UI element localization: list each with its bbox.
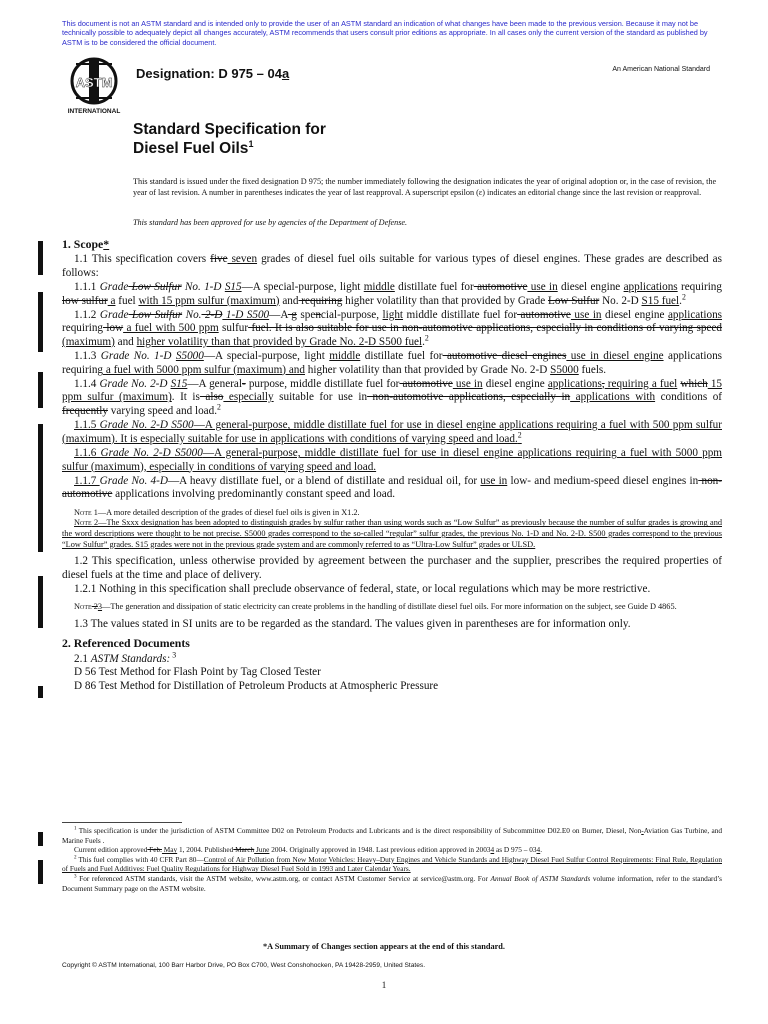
astm-logo	[62, 56, 126, 116]
revision-notice: This document is not an ASTM standard and is intended only to provide the user of an ASTM standard an indication of what changes have been made to the previous version. Because it may not be technically possible to adequately depict all changes accurately, ASTM recommends that users consult prior editions as appropriate. In all cases only the current version of the standard as published by ASTM is to be considered the official document.	[62, 19, 708, 47]
dod-approval: This standard has been approved for use by agencies of the Department of Defense.	[133, 218, 408, 227]
title-line-2: Diesel Fuel Oils	[133, 140, 249, 157]
change-bar	[38, 424, 43, 552]
section-referenced-documents-heading: 2. Referenced Documents	[62, 636, 190, 651]
copyright: Copyright © ASTM International, 100 Barr Harbor Drive, PO Box C700, West Conshohocken, PA 19428-2959, United States.	[62, 962, 426, 969]
summary-of-changes-notice: *A Summary of Changes section appears at the end of this standard.	[262, 942, 505, 951]
paragraph-1-1-3: 1.1.3 Grade No. 1-D S5000—A special-purpose, light middle distillate fuel for automotive diesel engines use in diesel engine applications requiring a fuel with 5000 ppm sulfur (maximum) and higher volatility than that provided by Grade No. 2-D S5000 fuels.	[62, 350, 723, 376]
change-bar	[38, 372, 43, 408]
document-title	[133, 120, 326, 158]
designation-suffix: a	[281, 66, 290, 81]
paragraph-1-1-6: 1.1.6 Grade No. 2-D S5000—A general-purpose, middle distillate fuel for use in diesel engine applications requiring a fuel with 5000 ppm sulfur (maximum), especially in conditions of varying speed and load.	[62, 447, 723, 473]
footnotes	[62, 826, 722, 893]
paragraph-1-1-5: 1.1.5 Grade No. 2-D S500—A general-purpose, middle distillate fuel for use in diesel engine applications requiring a fuel with 500 ppm sulfur (maximum). It is especially suitable for use in applications with conditions of varying speed and load.$^2$	[62, 419, 722, 445]
section-scope-heading: 1. Scope*	[62, 237, 110, 251]
svg-text:INTERNATIONAL: INTERNATIONAL	[67, 108, 121, 115]
footnote-1: $^1$ This specification is under the jurisdiction of ASTM Committee D02 on Petroleum Products and Lubricants and is the direct responsibility of Subcommittee D02.E0 on Burner, Diesel, Non-Aviation Gas Turbine, and Marine Fuels .	[62, 825, 722, 845]
reference-d56: D 56 Test Method for Flash Point by Tag Closed Tester	[74, 666, 321, 679]
footnote-divider	[62, 822, 182, 823]
change-bar	[38, 860, 43, 884]
change-bar	[38, 832, 43, 846]
designation-prefix: Designation: D 975 – 04	[136, 66, 282, 81]
national-standard-label: An American National Standard	[612, 66, 710, 73]
paragraph-1-3: 1.3 The values stated in SI units are to be regarded as the standard. The values given in parentheses are for information only.	[74, 617, 631, 630]
paragraph-1-2: 1.2 This specification, unless otherwise provided by agreement between the purchaser and the supplier, prescribes the required properties of diesel fuels at the time and place of delivery.	[62, 555, 722, 581]
svg-text:ASTM: ASTM	[75, 75, 113, 90]
change-bar	[38, 241, 43, 275]
astm-logo-icon	[62, 56, 126, 116]
note-2: Note 2—The Sxxx designation has been adopted to distinguish grades by sulfur rather than using words such as “Low Sulfur” as previously because the number of sulfur grades is growing and the word descriptions were thought to be not precise. S5000 grades correspond to the so-called “regular” sulfur grades, the previous No. 1-D and No. 2-D. S500 grades correspond to the previous “Low Sulfur” grades. S15 grades were not in the previous grade system and are commonly referred to as “Ultra-Low Sulfur” grades or ULSD.	[62, 518, 722, 549]
note-1: Note 1—A more detailed description of the grades of diesel fuel oils is given in X1.2.	[74, 507, 360, 517]
note-3: Note 23—The generation and dissipation of static electricity can create problems in the handling of distillate diesel fuel oils. For more information on the subject, see Guide D 4865.	[74, 602, 677, 612]
issuance-statement: This standard is issued under the fixed designation D 975; the number immediately following the designation indicates the year of original adoption or, in the case of revision, the year of last revision. A number in parentheses indicates the year of last reapproval. A superscript epsilon (ε) indicates an editorial change since the last revision or reapproval.	[133, 177, 717, 198]
page-number: 1	[381, 980, 387, 990]
title-footnote-ref: 1	[248, 138, 254, 149]
paragraph-1-2-1: 1.2.1 Nothing in this specification shall preclude observance of federal, state, or local regulations which may be more restrictive.	[74, 582, 651, 595]
paragraph-1-1-4: 1.1.4 Grade No. 2-D S15—A general- purpose, middle distillate fuel for automotive use in diesel engine applications, requiring a fuel which 15 ppm sulfur (maximum). It is also especially suitable for use in non-automotive applications, especially in applications with conditions of frequently varying speed and load.$^2$	[62, 378, 723, 417]
change-bar	[38, 292, 43, 352]
paragraph-1-1-1: 1.1.1 Grade Low Sulfur No. 1-D S15—A special-purpose, light middle distillate fuel for automotive use in diesel engine applications requiring low sulfur a fuel with 15 ppm sulfur (maximum) and requiring higher volatility than that provided by Grade Low Sulfur No. 2-D S15 fuel.$^2$	[62, 281, 722, 307]
paragraph-1-1-2: 1.1.2 Grade Low Sulfur No. 2-D 1-D S500—A g spencial-purpose, light middle distillate fuel for automotive use in diesel engine applications requiring low a fuel with 500 ppm sulfur fuel. It is also suitable for use in non-automotive applications, especially in conditions of varying speed (maximum) and higher volatility than that provided by Grade No. 2-D S500 fuel.$^2$	[62, 309, 723, 348]
footnote-3: $^3$ For referenced ASTM standards, visit the ASTM website, www.astm.org, or contact ASTM Customer Service at service@astm.org. For Annual Book of ASTM Standards volume information, refer to the standard’s Document Summary page on the ASTM website.	[62, 873, 722, 893]
footnote-1-dates: Current edition approved Feb. May 1, 2004. Published March June 2004. Originally approved in 1948. Last previous edition approved in 20034 as D 975 – 034.	[74, 845, 543, 855]
designation	[136, 66, 289, 81]
title-line-1: Standard Specification for	[133, 121, 326, 138]
main-content	[62, 238, 722, 693]
reference-d86: D 86 Test Method for Distillation of Petroleum Products at Atmospheric Pressure	[74, 679, 439, 692]
paragraph-1-1: 1.1 This specification covers five seven grades of diesel fuel oils suitable for various types of diesel engines. These grades are described as follows:	[62, 253, 722, 279]
paragraph-1-1-7: 1.1.7 Grade No. 4-D—A heavy distillate fuel, or a blend of distillate and residual oil, for use in low- and medium-speed diesel engines in non-automotive applications involving predominantly constant speed and load.	[62, 474, 722, 501]
footnote-2: $^2$ This fuel complies with 40 CFR Part 80—Control of Air Pollution from New Motor Vehicles: Heavy–Duty Engines and Vehicle Standards and Highway Diesel Fuel Sulfur Control Requirements: Final Rule, Regulation of Fuels and Fuel Additives: Fuel Quality Regulations for Highway Diesel Fuel Sold in 1993 and Later Calendar Years.	[62, 854, 722, 874]
change-bar	[38, 576, 43, 628]
paragraph-2-1: 2.1 ASTM Standards: $^3$	[74, 649, 177, 665]
change-bar	[38, 686, 43, 698]
